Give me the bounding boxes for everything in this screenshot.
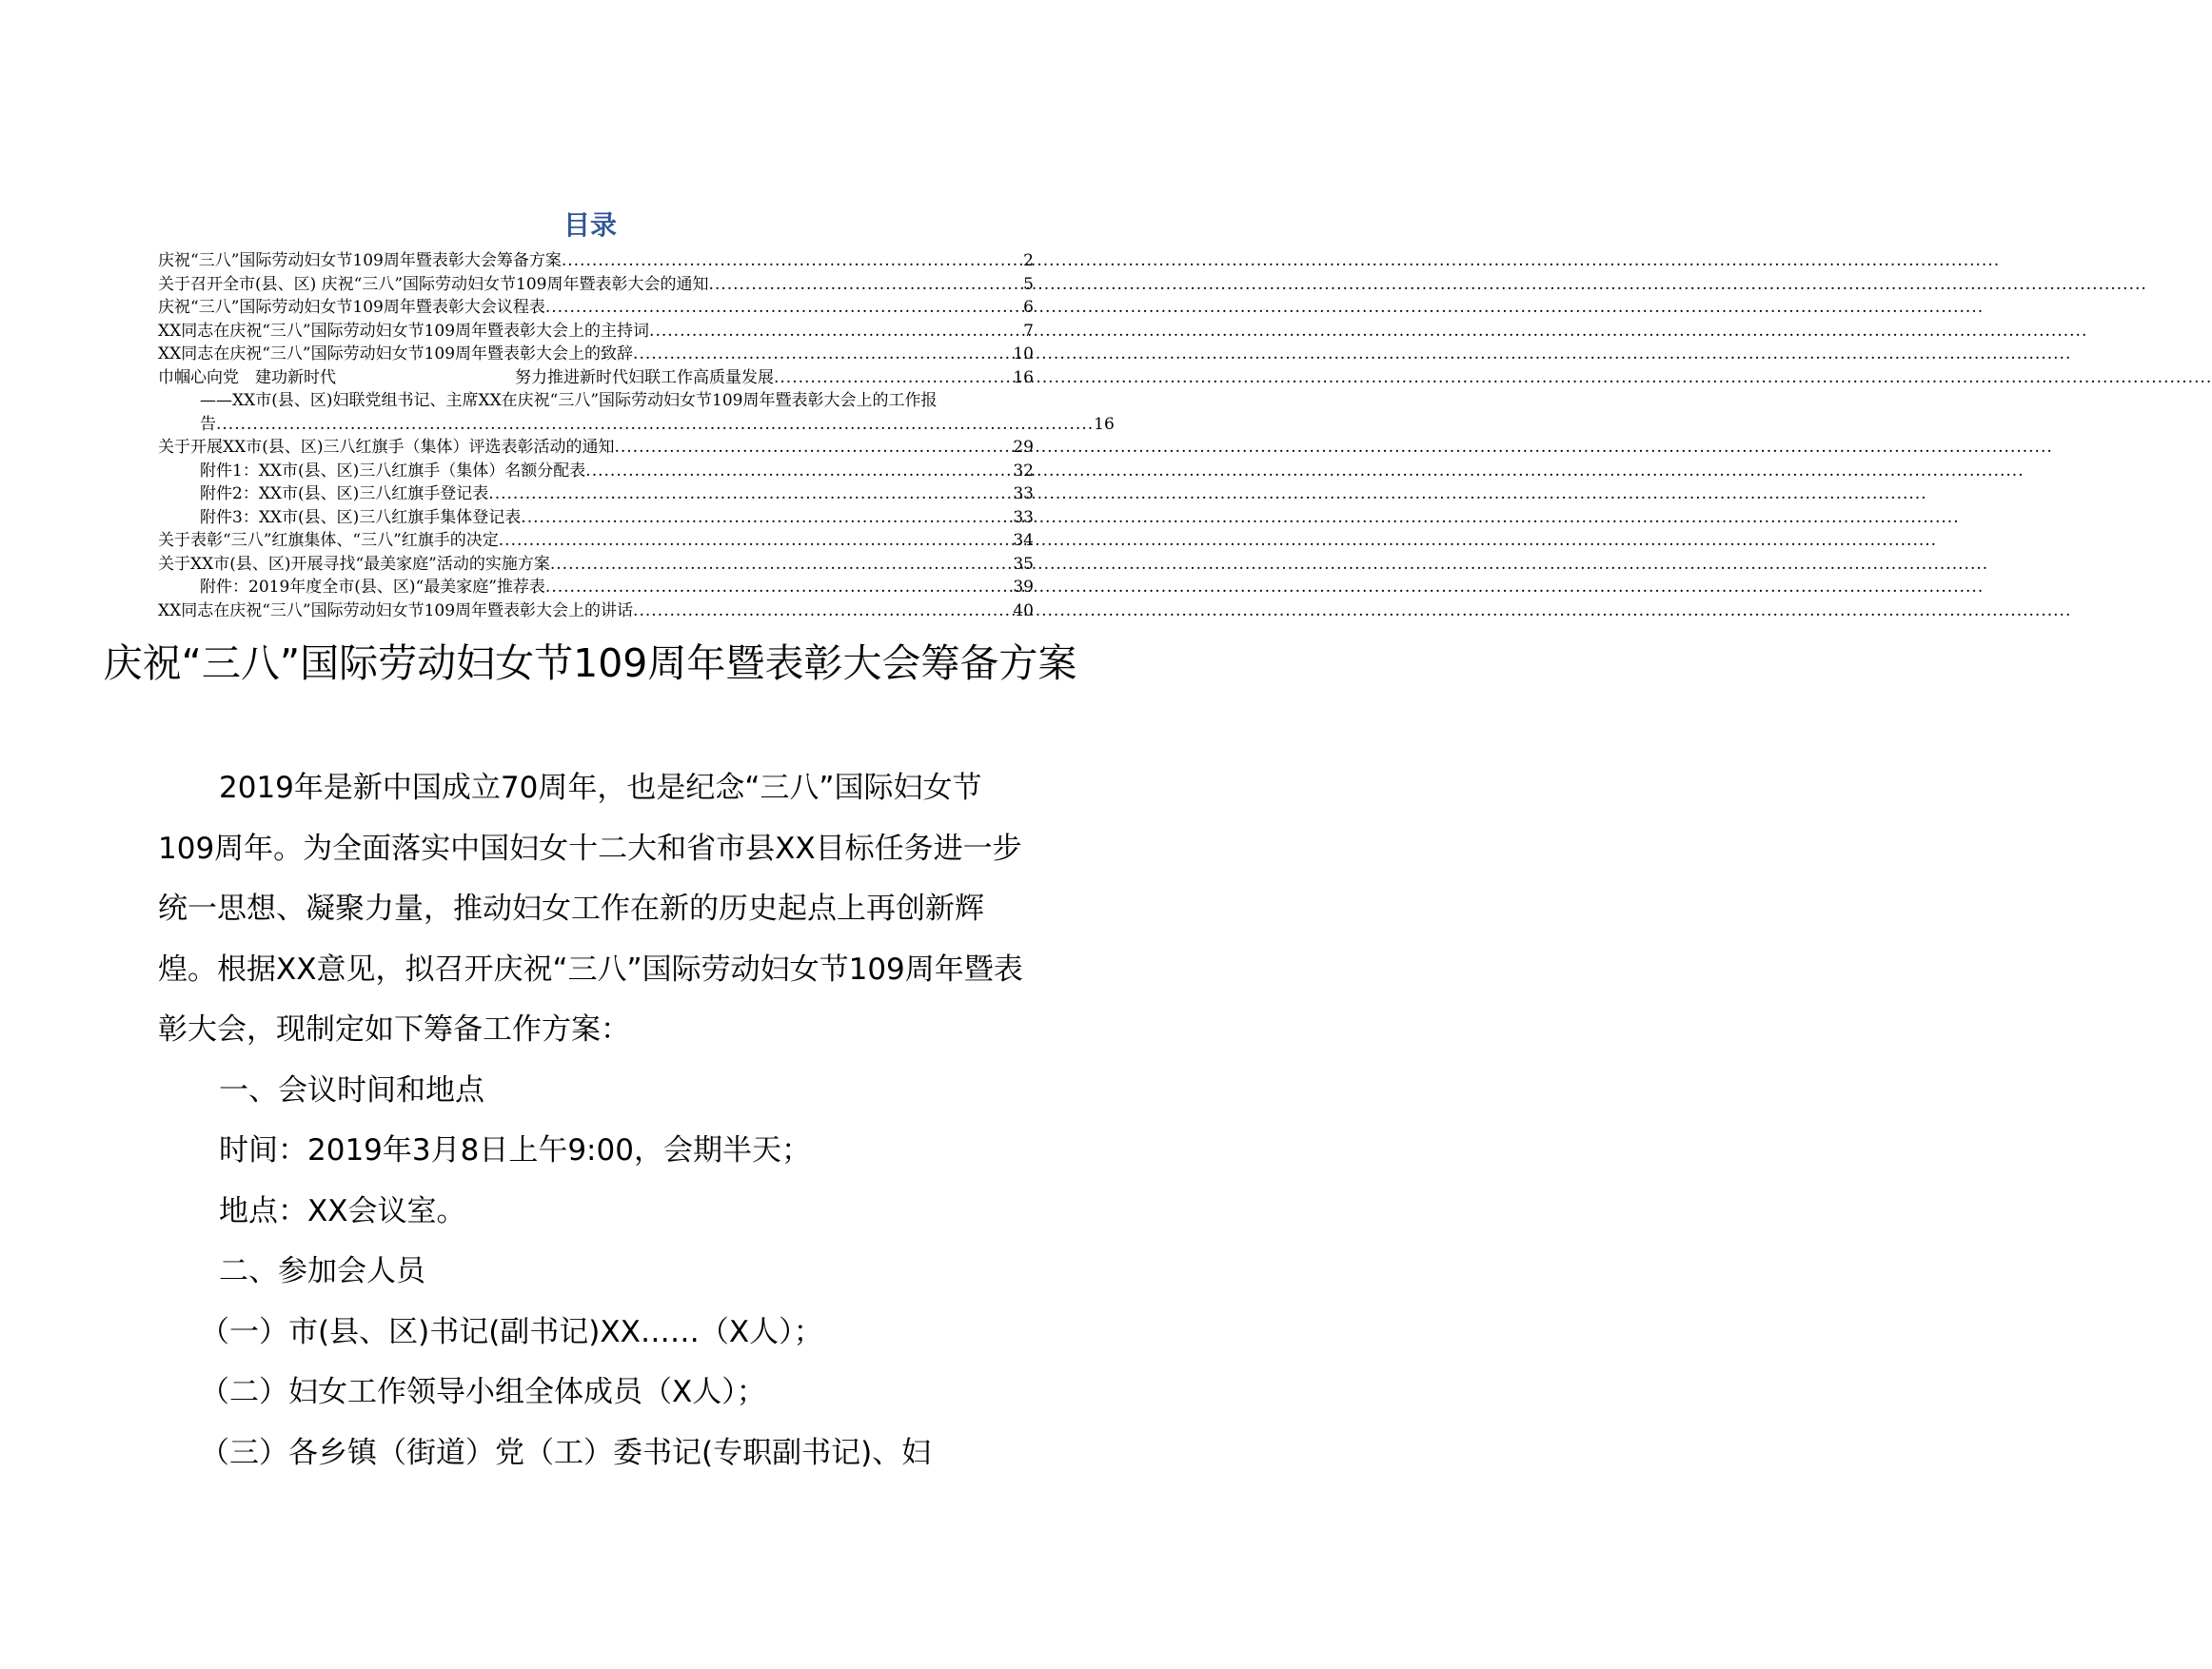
toc-page-number: 7 [1023,321,1034,341]
document-body [158,758,1034,1483]
toc-page-number: 5 [1023,274,1034,294]
document-title: 庆祝“三八”国际劳动妇女节109周年暨表彰大会筹备方案 [103,640,1077,686]
toc-entry-title: 附件3：XX市(县、区)三八红旗手集体登记表 [200,507,522,527]
toc-entry-title-part2: 努力推进新时代妇联工作高质量发展 [515,367,774,387]
toc-page-number: 16 [1013,367,1034,387]
toc-entry[interactable] [158,576,1034,599]
toc-entry[interactable] [158,343,1034,366]
toc-page-number: 33 [1013,507,1034,527]
toc-heading: 目录 [563,209,617,241]
toc-entry-subtitle[interactable] [158,389,1115,436]
toc-page-number: 2 [1023,251,1034,270]
body-line: 地点：XX会议室。 [219,1193,466,1228]
toc-leader-dots [774,366,1013,390]
list-item: （三）各乡镇（街道）党（工）委书记(专职副书记)、妇 [200,1435,932,1470]
toc-entry-title: 关于表彰“三八”红旗集体、“三八”红旗手的决定 [158,531,499,550]
toc-entry-title: 关于XX市(县、区)开展寻找“最美家庭”活动的实施方案 [158,554,550,574]
toc-entry-title: 关于召开全市(县、区) 庆祝“三八”国际劳动妇女节109周年暨表彰大会的通知 [158,274,709,294]
toc-entry[interactable] [158,320,1034,344]
toc-entry[interactable] [158,436,1034,460]
body-paragraph: 2019年是新中国成立70周年，也是纪念“三八”国际妇女节109周年。为全面落实中国妇女十二大和省市县XX目标任务进一步统一思想、凝聚力量，推动妇女工作在新的历史起点上再创新辉煌。根据XX意见，拟召开庆祝“三八”国际劳动妇女节109周年暨表彰大会，现制定如下筹备工作方案： [158,771,1023,1047]
table-of-contents [158,249,1115,622]
toc-entry-title: 庆祝“三八”国际劳动妇女节109周年暨表彰大会议程表 [158,298,545,317]
toc-page-number: 29 [1013,438,1034,457]
toc-page-number: 40 [1013,600,1034,620]
toc-entry-title: 附件：2019年度全市(县、区)“最美家庭”推荐表 [200,578,545,597]
toc-page-number: 33 [1013,484,1034,503]
toc-leader-dots [488,482,1013,506]
toc-entry-title: XX同志在庆祝“三八”国际劳动妇女节109周年暨表彰大会上的主持词 [158,321,650,341]
toc-entry-title: 关于开展XX市(县、区)三八红旗手（集体）评选表彰活动的通知 [158,438,615,457]
toc-leader-dots [633,343,1013,366]
section-heading: 二、参加会人员 [219,1254,425,1288]
toc-page-number: 32 [1013,461,1034,481]
toc-leader-dots [585,460,1013,483]
toc-page-number: 39 [1013,578,1034,597]
toc-page-number: 34 [1013,531,1034,550]
toc-entry-title: XX同志在庆祝“三八”国际劳动妇女节109周年暨表彰大会上的致辞 [158,344,634,363]
list-item: （一）市(县、区)书记(副书记)XX……（X人）； [200,1314,823,1349]
list-item: （二）妇女工作领导小组全体成员（X人）； [200,1375,766,1409]
toc-entry[interactable] [158,273,1034,297]
toc-leader-dots [614,436,1013,460]
toc-entry[interactable] [158,249,1034,273]
toc-entry[interactable] [158,506,1034,530]
toc-entry-title-part1: 巾帼心向党 建功新时代 [158,367,336,387]
toc-leader-dots: ................................................................................................................................................ [216,414,1095,434]
toc-leader-dots [633,599,1013,623]
toc-page-number: 6 [1023,298,1034,317]
toc-page-number: 35 [1013,554,1034,574]
toc-entry-title [158,366,774,390]
toc-entry-title-text: ——XX市(县、区)妇联党组书记、主席XX在庆祝“三八”国际劳动妇女节109周年暨表彰大会上的工作报告 [200,391,938,434]
toc-entry[interactable] [158,460,1034,483]
toc-entry[interactable] [158,553,1034,577]
toc-entry-title: 庆祝“三八”国际劳动妇女节109周年暨表彰大会筹备方案 [158,251,562,270]
toc-leader-dots [521,506,1013,530]
toc-entry-title: 附件1：XX市(县、区)三八红旗手（集体）名额分配表 [200,461,586,481]
toc-page-number: 10 [1013,344,1034,363]
toc-leader-dots [709,273,1024,297]
toc-entry[interactable] [158,296,1034,320]
toc-entry-title: 附件2：XX市(县、区)三八红旗手登记表 [200,484,489,503]
toc-entry-title: XX同志在庆祝“三八”国际劳动妇女节109周年暨表彰大会上的讲话 [158,600,634,620]
toc-page-number: 16 [1094,414,1115,434]
toc-entry[interactable] [158,599,1034,623]
toc-entry-title [200,389,1115,436]
body-line: 时间：2019年3月8日上午9:00，会期半天； [219,1133,811,1168]
toc-entry[interactable] [158,529,1034,553]
toc-entry[interactable] [158,366,1034,390]
toc-leader-dots [550,553,1014,577]
toc-leader-dots [649,320,1023,344]
toc-entry[interactable] [158,482,1034,506]
toc-leader-dots [545,296,1023,320]
section-heading: 一、会议时间和地点 [219,1072,484,1108]
toc-leader-dots [545,576,1013,599]
toc-leader-dots [562,249,1023,273]
toc-leader-dots [499,529,1014,553]
